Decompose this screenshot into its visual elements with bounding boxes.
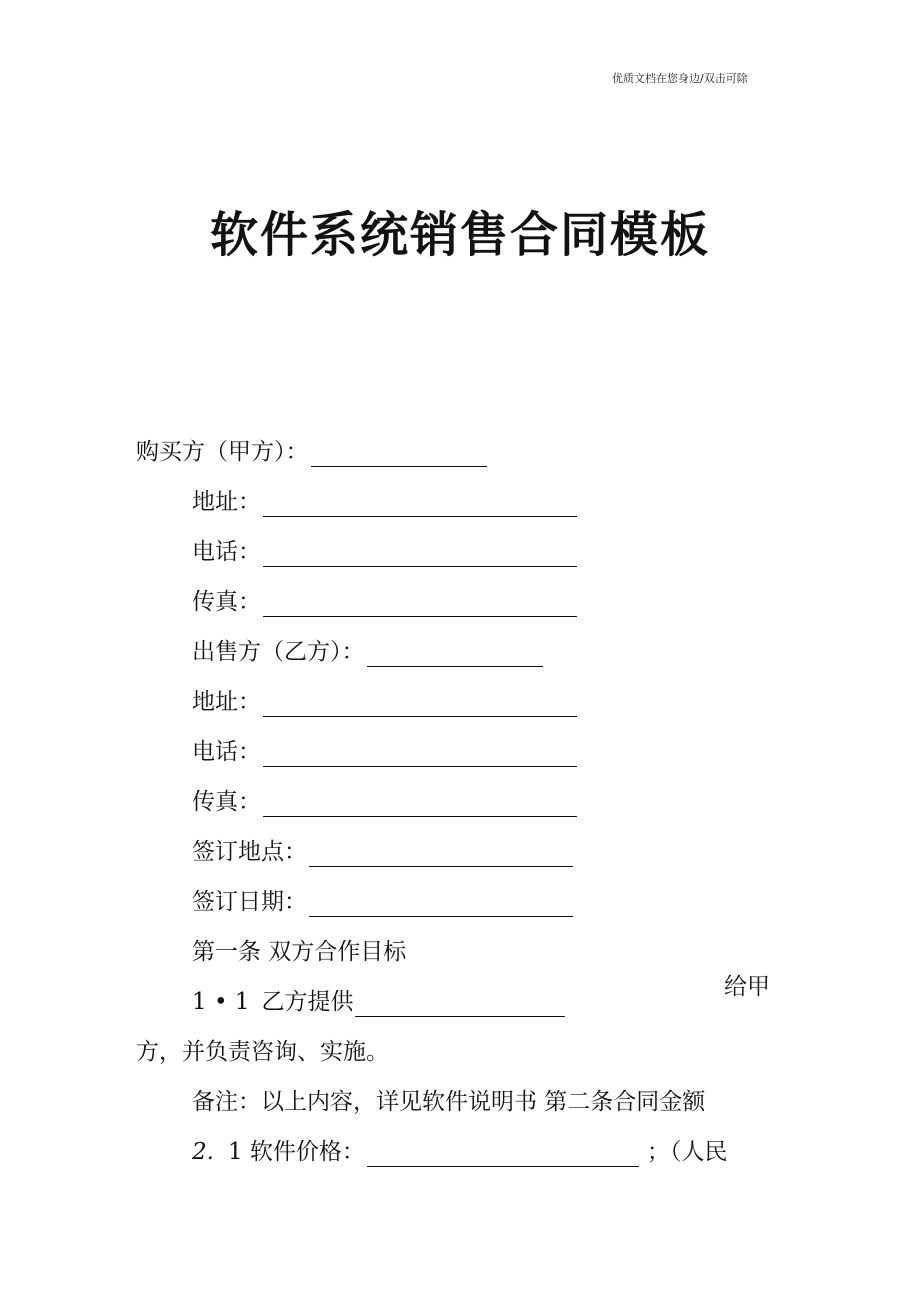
clause-1-1-product-field[interactable]: [355, 994, 565, 1017]
signing-date-line: [192, 887, 573, 917]
signing-place-label: 签订地点：: [192, 839, 307, 865]
seller-phone-line: [192, 737, 577, 767]
seller-phone-field[interactable]: [263, 744, 577, 767]
seller-address-field[interactable]: [263, 694, 577, 717]
buyer-line: [136, 437, 487, 467]
clause-1-1-text: 乙方提供: [261, 989, 354, 1015]
article1-heading-text: 第一条 双方合作目标: [192, 939, 407, 965]
signing-date-label: 签订日期：: [192, 889, 307, 915]
clause-1-1-number: 1 • 1: [192, 989, 250, 1015]
buyer-phone-line: [192, 537, 577, 567]
article1-note-line: [192, 1087, 705, 1117]
document-title: 软件系统销售合同模板: [209, 207, 710, 263]
signing-date-field[interactable]: [309, 894, 573, 917]
seller-phone-label: 电话：: [192, 739, 261, 765]
seller-label: 出售方（乙方）：: [192, 639, 365, 665]
signing-place-line: [192, 837, 573, 867]
seller-line: [192, 637, 543, 667]
clause-1-1-tail: 给甲: [724, 974, 770, 1000]
seller-fax-line: [192, 787, 577, 817]
clause-2-1-number: 2.: [192, 1139, 214, 1165]
clause-2-1-tail: ；（人民: [646, 1139, 728, 1165]
seller-name-field[interactable]: [367, 644, 543, 667]
buyer-address-label: 地址：: [192, 489, 261, 515]
buyer-label: 购买方（甲方）：: [136, 439, 309, 465]
software-price-field[interactable]: [367, 1144, 639, 1167]
seller-address-line: [192, 687, 577, 717]
buyer-address-line: [192, 487, 577, 517]
clause-1-1-continuation: [136, 1037, 389, 1067]
clause-2-1-line: [192, 1137, 727, 1167]
header-note: 优质文档在您身边/双击可除: [612, 72, 748, 85]
clause-1-1-line: [192, 987, 565, 1017]
seller-fax-field[interactable]: [263, 794, 577, 817]
buyer-fax-field[interactable]: [263, 594, 577, 617]
buyer-fax-label: 传真：: [192, 589, 261, 615]
clause-1-1-cont-text: 方，并负责咨询、实施。: [136, 1039, 389, 1065]
article1-heading: [192, 937, 406, 967]
seller-address-label: 地址：: [192, 689, 261, 715]
buyer-phone-label: 电话：: [192, 539, 261, 565]
clause-2-1-text: 1 软件价格：: [227, 1139, 365, 1165]
seller-fax-label: 传真：: [192, 789, 261, 815]
buyer-name-field[interactable]: [311, 444, 487, 467]
buyer-phone-field[interactable]: [263, 544, 577, 567]
buyer-address-field[interactable]: [263, 494, 577, 517]
buyer-fax-line: [192, 587, 577, 617]
article1-note-text: 备注：以上内容，详见软件说明书 第二条合同金额: [192, 1089, 706, 1115]
signing-place-field[interactable]: [309, 844, 573, 867]
